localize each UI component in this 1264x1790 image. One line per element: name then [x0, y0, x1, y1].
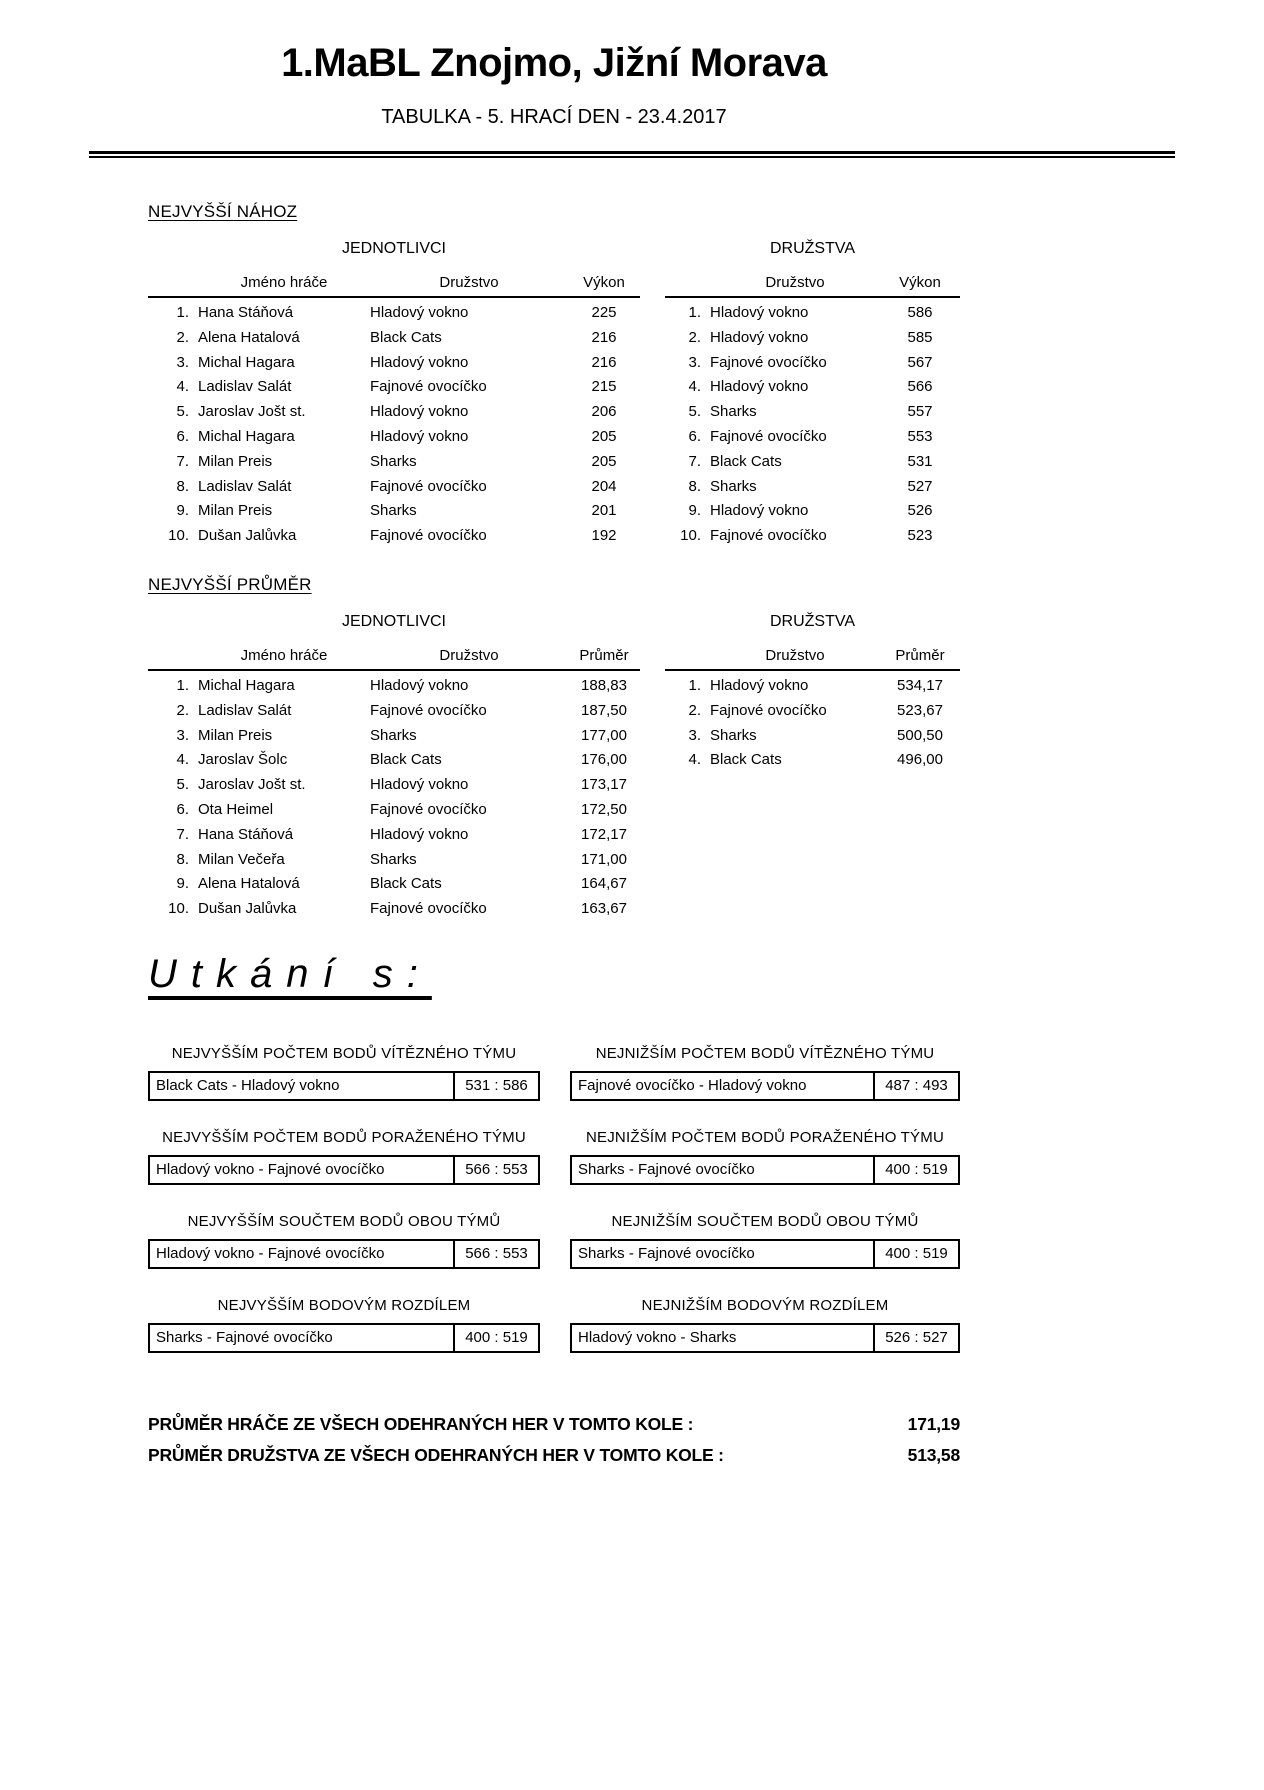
cell-team: Fajnové ovocíčko — [710, 427, 827, 445]
cell-rank: 9. — [688, 502, 701, 520]
col-header-name: Jméno hráče — [240, 646, 328, 664]
table-row — [148, 798, 640, 823]
col-header-name: Jméno hráče — [240, 274, 328, 291]
match-box — [570, 1071, 960, 1101]
cell-name: Dušan Jalůvka — [198, 527, 297, 545]
cell-value: 187,50 — [581, 701, 627, 719]
cell-name: Jaroslav Jošt st. — [198, 776, 306, 794]
cell-name: Dušan Jalůvka — [198, 900, 297, 918]
cell-value: 201 — [591, 502, 617, 520]
match-box — [570, 1323, 960, 1353]
cell-team: Black Cats — [370, 875, 442, 893]
cell-team: Sharks — [710, 726, 757, 744]
cell-rank: 8. — [176, 477, 189, 495]
cell-value: 204 — [591, 477, 617, 495]
table-row — [148, 848, 640, 873]
prumer-tables — [148, 609, 960, 922]
table-title-teams: DRUŽSTVA — [769, 240, 856, 257]
cell-name: Milan Preis — [198, 452, 273, 470]
table-row — [148, 724, 640, 749]
cell-value: 523 — [907, 527, 933, 545]
table-body — [148, 671, 640, 922]
cell-rank: 4. — [688, 751, 701, 769]
cell-value: 216 — [591, 328, 617, 346]
col-header-value: Průměr — [895, 646, 945, 664]
cell-team: Hladový vokno — [370, 825, 469, 843]
table-row — [148, 326, 640, 351]
table-row — [665, 724, 960, 749]
cell-value: 523,67 — [897, 701, 943, 719]
table-row — [148, 375, 640, 400]
match-score: 400 : 519 — [873, 1241, 958, 1267]
match-caption: NEJNIŽŠÍM POČTEM BODŮ PORAŽENÉHO TÝMU — [586, 1128, 944, 1146]
cell-rank: 3. — [688, 726, 701, 744]
cell-name: Milan Večeřa — [198, 850, 285, 868]
table-row — [665, 748, 960, 773]
cell-team: Black Cats — [370, 328, 442, 346]
cell-team: Black Cats — [370, 751, 442, 769]
cell-team: Black Cats — [710, 452, 782, 470]
match-caption: NEJVYŠŠÍM POČTEM BODŮ PORAŽENÉHO TÝMU — [162, 1128, 526, 1146]
table-row — [665, 450, 960, 475]
table-row — [148, 475, 640, 500]
col-header-rank — [665, 647, 710, 664]
cell-value: 177,00 — [581, 726, 627, 744]
summary-label: PRŮMĚR DRUŽSTVA ZE VŠECH ODEHRANÝCH HER V TOMTO KOLE : — [148, 1444, 724, 1465]
cell-team: Fajnové ovocíčko — [370, 800, 487, 818]
section-nejvyssi-nahoz — [148, 202, 960, 549]
cell-value: 500,50 — [897, 726, 943, 744]
match-block — [148, 1129, 540, 1185]
cell-team: Hladový vokno — [710, 378, 809, 396]
document-header — [148, 40, 960, 129]
cell-value: 176,00 — [581, 751, 627, 769]
cell-rank: 2. — [688, 701, 701, 719]
match-grid — [148, 1045, 960, 1353]
cell-team: Sharks — [370, 502, 417, 520]
cell-value: 215 — [591, 378, 617, 396]
match-score: 531 : 586 — [453, 1073, 538, 1099]
cell-value: 534,17 — [897, 676, 943, 694]
cell-team: Hladový vokno — [370, 403, 469, 421]
table-row — [665, 475, 960, 500]
cell-value: 553 — [907, 427, 933, 445]
cell-rank: 1. — [176, 676, 189, 694]
cell-rank: 6. — [176, 427, 189, 445]
cell-team: Hladový vokno — [710, 676, 809, 694]
page-title: 1.MaBL Znojmo, Jižní Morava — [281, 41, 827, 85]
section-heading-nahoz: NEJVYŠŠÍ NÁHOZ — [148, 202, 298, 221]
prumer-teams-table — [665, 609, 960, 773]
table-header-row — [665, 647, 960, 671]
summary-label: PRŮMĚR HRÁČE ZE VŠECH ODEHRANÝCH HER V TOMTO KOLE : — [148, 1413, 694, 1434]
cell-rank: 6. — [176, 800, 189, 818]
section-heading-prumer: NEJVYŠŠÍ PRŮMĚR — [148, 574, 312, 594]
summary-block — [148, 1409, 960, 1471]
cell-value: 172,50 — [581, 800, 627, 818]
cell-rank: 7. — [688, 452, 701, 470]
cell-team: Sharks — [710, 403, 757, 421]
table-row — [665, 674, 960, 699]
cell-value: 163,67 — [581, 900, 627, 918]
table-header-row — [148, 647, 640, 671]
table-row — [148, 425, 640, 450]
table-row — [665, 400, 960, 425]
summary-value: 513,58 — [907, 1444, 960, 1465]
cell-value: 164,67 — [581, 875, 627, 893]
cell-value: 205 — [591, 452, 617, 470]
table-row — [665, 524, 960, 549]
cell-rank: 5. — [176, 776, 189, 794]
cell-team: Sharks — [710, 477, 757, 495]
cell-name: Ladislav Salát — [198, 701, 292, 719]
cell-rank: 1. — [176, 304, 189, 321]
cell-rank: 2. — [176, 328, 189, 346]
table-title-individuals: JEDNOTLIVCI — [341, 612, 446, 630]
cell-team: Hladový vokno — [370, 304, 469, 321]
cell-rank: 5. — [176, 403, 189, 421]
cell-name: Ladislav Salát — [198, 477, 292, 495]
cell-value: 567 — [907, 353, 933, 371]
section-nejvyssi-prumer — [148, 575, 960, 922]
cell-rank: 1. — [688, 304, 701, 321]
match-teams: Hladový vokno - Sharks — [578, 1329, 737, 1347]
cell-value: 171,00 — [581, 850, 627, 868]
cell-value: 216 — [591, 353, 617, 371]
cell-rank: 4. — [176, 751, 189, 769]
summary-line-team — [148, 1440, 960, 1471]
cell-team: Fajnové ovocíčko — [710, 527, 827, 545]
match-block — [570, 1045, 960, 1101]
cell-team: Fajnové ovocíčko — [370, 378, 487, 396]
cell-rank: 3. — [176, 726, 189, 744]
match-caption: NEJVYŠŠÍM BODOVÝM ROZDÍLEM — [217, 1296, 471, 1314]
match-teams: Hladový vokno - Fajnové ovocíčko — [156, 1161, 385, 1179]
table-row — [148, 872, 640, 897]
table-row — [665, 375, 960, 400]
match-box — [570, 1155, 960, 1185]
table-body — [665, 671, 960, 773]
cell-team: Hladový vokno — [370, 676, 469, 694]
table-body — [665, 298, 960, 549]
match-block — [570, 1297, 960, 1353]
table-row — [148, 699, 640, 724]
cell-value: 205 — [591, 427, 617, 445]
match-block — [148, 1297, 540, 1353]
cell-value: 585 — [907, 328, 933, 346]
col-header-team: Družstvo — [765, 646, 825, 664]
table-row — [148, 301, 640, 326]
match-caption: NEJVYŠŠÍM SOUČTEM BODŮ OBOU TÝMŮ — [187, 1212, 501, 1230]
cell-name: Alena Hatalová — [198, 875, 300, 893]
table-row — [148, 450, 640, 475]
col-header-team: Družstvo — [439, 274, 499, 291]
cell-rank: 3. — [176, 353, 189, 371]
cell-rank: 2. — [688, 328, 701, 346]
cell-rank: 2. — [176, 701, 189, 719]
match-box — [148, 1155, 540, 1185]
table-row — [665, 699, 960, 724]
match-caption: NEJNIŽŠÍM BODOVÝM ROZDÍLEM — [641, 1296, 889, 1314]
cell-name: Milan Preis — [198, 726, 273, 744]
match-teams: Sharks - Fajnové ovocíčko — [578, 1161, 755, 1179]
match-block — [148, 1213, 540, 1269]
cell-value: 188,83 — [581, 676, 627, 694]
table-row — [148, 748, 640, 773]
match-score: 400 : 519 — [453, 1325, 538, 1351]
cell-rank: 4. — [176, 378, 189, 396]
cell-rank: 9. — [176, 875, 189, 893]
table-row — [665, 499, 960, 524]
match-score: 566 : 553 — [453, 1241, 538, 1267]
cell-name: Hana Stáňová — [198, 825, 294, 843]
cell-team: Black Cats — [710, 751, 782, 769]
table-row — [665, 425, 960, 450]
col-header-value: Výkon — [583, 274, 625, 291]
cell-team: Hladový vokno — [370, 427, 469, 445]
page-subtitle: TABULKA - 5. HRACÍ DEN - 23.4.2017 — [381, 106, 727, 128]
col-header-rank — [148, 647, 198, 664]
cell-team: Fajnové ovocíčko — [370, 527, 487, 545]
col-header-rank — [148, 274, 198, 291]
cell-team: Fajnové ovocíčko — [370, 477, 487, 495]
cell-value: 586 — [907, 304, 933, 321]
table-row — [148, 499, 640, 524]
cell-name: Milan Preis — [198, 502, 273, 520]
cell-rank: 8. — [176, 850, 189, 868]
match-score: 566 : 553 — [453, 1157, 538, 1183]
cell-name: Michal Hagara — [198, 676, 295, 694]
cell-rank: 10. — [168, 900, 189, 918]
match-teams: Sharks - Fajnové ovocíčko — [578, 1245, 755, 1263]
cell-value: 225 — [591, 304, 617, 321]
table-row — [148, 823, 640, 848]
cell-name: Hana Stáňová — [198, 304, 294, 321]
table-row — [148, 773, 640, 798]
cell-rank: 3. — [688, 353, 701, 371]
col-header-team: Družstvo — [439, 646, 499, 664]
cell-team: Sharks — [370, 726, 417, 744]
cell-name: Michal Hagara — [198, 353, 295, 371]
double-rule — [89, 151, 1175, 158]
match-box — [570, 1239, 960, 1269]
match-teams: Black Cats - Hladový vokno — [156, 1077, 340, 1095]
table-row — [148, 674, 640, 699]
match-teams: Sharks - Fajnové ovocíčko — [156, 1329, 333, 1347]
summary-value: 171,19 — [907, 1413, 960, 1434]
document-content — [148, 202, 960, 1471]
cell-name: Ota Heimel — [198, 800, 274, 818]
cell-name: Michal Hagara — [198, 427, 295, 445]
cell-value: 566 — [907, 378, 933, 396]
cell-team: Fajnové ovocíčko — [370, 701, 487, 719]
table-row — [148, 351, 640, 376]
table-row — [665, 326, 960, 351]
match-score: 487 : 493 — [873, 1073, 958, 1099]
nahoz-tables — [148, 236, 960, 549]
cell-value: 192 — [591, 527, 617, 545]
col-header-team: Družstvo — [765, 274, 825, 291]
cell-rank: 10. — [680, 527, 701, 545]
cell-team: Sharks — [370, 850, 417, 868]
match-caption: NEJVYŠŠÍM POČTEM BODŮ VÍTĚZNÉHO TÝMU — [171, 1044, 517, 1062]
summary-line-player — [148, 1409, 960, 1440]
table-row — [665, 351, 960, 376]
match-block — [570, 1213, 960, 1269]
col-header-value: Průměr — [579, 646, 629, 664]
cell-value: 527 — [907, 477, 933, 495]
match-caption: NEJNIŽŠÍM SOUČTEM BODŮ OBOU TÝMŮ — [611, 1212, 919, 1230]
table-row — [148, 897, 640, 922]
match-box — [148, 1323, 540, 1353]
table-header-row — [148, 274, 640, 298]
cell-team: Hladový vokno — [370, 776, 469, 794]
match-block — [570, 1129, 960, 1185]
match-box — [148, 1239, 540, 1269]
cell-rank: 10. — [168, 527, 189, 545]
utkani-heading: Utkání s: — [148, 951, 432, 996]
cell-rank: 7. — [176, 825, 189, 843]
cell-team: Fajnové ovocíčko — [710, 353, 827, 371]
match-score: 400 : 519 — [873, 1157, 958, 1183]
col-header-rank — [665, 274, 710, 291]
cell-value: 206 — [591, 403, 617, 421]
cell-team: Hladový vokno — [710, 502, 809, 520]
table-body — [148, 298, 640, 549]
cell-rank: 5. — [688, 403, 701, 421]
cell-value: 531 — [907, 452, 933, 470]
cell-team: Hladový vokno — [710, 304, 809, 321]
cell-value: 172,17 — [581, 825, 627, 843]
nahoz-teams-table — [665, 236, 960, 549]
cell-rank: 4. — [688, 378, 701, 396]
cell-name: Ladislav Salát — [198, 378, 292, 396]
match-box — [148, 1071, 540, 1101]
table-header-row — [665, 274, 960, 298]
match-teams: Hladový vokno - Fajnové ovocíčko — [156, 1245, 385, 1263]
cell-rank: 9. — [176, 502, 189, 520]
cell-team: Sharks — [370, 452, 417, 470]
table-row — [148, 400, 640, 425]
table-row — [148, 524, 640, 549]
cell-value: 526 — [907, 502, 933, 520]
cell-name: Jaroslav Šolc — [198, 751, 288, 769]
cell-rank: 6. — [688, 427, 701, 445]
match-block — [148, 1045, 540, 1101]
nahoz-individuals-table — [148, 236, 640, 549]
table-row — [665, 301, 960, 326]
cell-value: 496,00 — [897, 751, 943, 769]
cell-team: Fajnové ovocíčko — [370, 900, 487, 918]
match-score: 526 : 527 — [873, 1325, 958, 1351]
cell-value: 173,17 — [581, 776, 627, 794]
match-teams: Fajnové ovocíčko - Hladový vokno — [578, 1077, 807, 1095]
cell-rank: 7. — [176, 452, 189, 470]
match-caption: NEJNIŽŠÍM POČTEM BODŮ VÍTĚZNÉHO TÝMU — [595, 1044, 935, 1062]
cell-name: Alena Hatalová — [198, 328, 300, 346]
cell-name: Jaroslav Jošt st. — [198, 403, 306, 421]
col-header-value: Výkon — [899, 274, 941, 291]
cell-rank: 1. — [688, 676, 701, 694]
table-title-individuals: JEDNOTLIVCI — [341, 240, 446, 257]
prumer-individuals-table — [148, 609, 640, 922]
cell-rank: 8. — [688, 477, 701, 495]
cell-team: Fajnové ovocíčko — [710, 701, 827, 719]
cell-value: 557 — [907, 403, 933, 421]
cell-team: Hladový vokno — [370, 353, 469, 371]
table-title-teams: DRUŽSTVA — [769, 612, 856, 630]
cell-team: Hladový vokno — [710, 328, 809, 346]
